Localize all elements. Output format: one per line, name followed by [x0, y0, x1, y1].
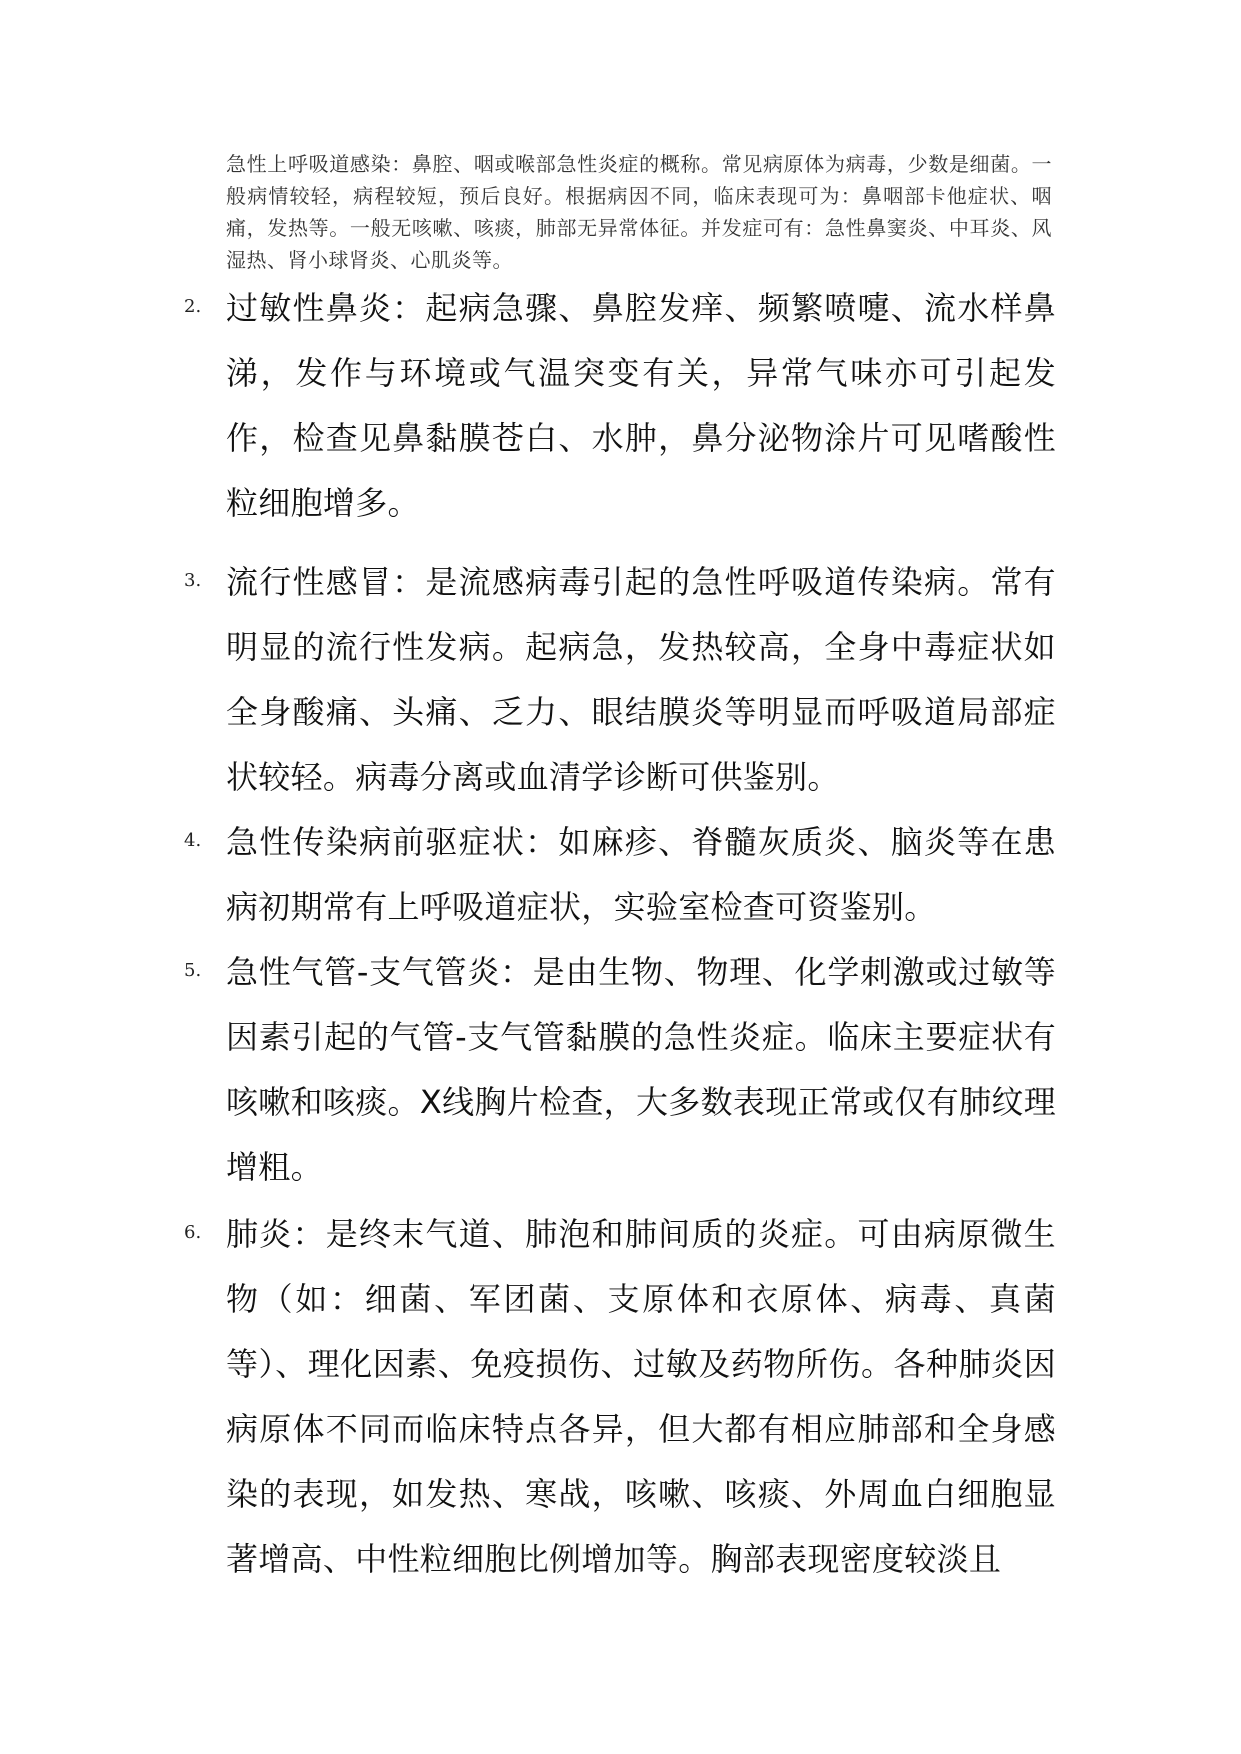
list-item-number: 4.: [184, 830, 202, 851]
list-item-text: 过敏性鼻炎：起病急骤、鼻腔发痒、频繁喷嚏、流水样鼻涕，发作与环境或气温突变有关，异常气味亦可引起发作，检查见鼻黏膜苍白、水肿，鼻分泌物涂片可见嗜酸性粒细胞增多。: [226, 289, 1056, 522]
list-item-text: 肺炎：是终末气道、肺泡和肺间质的炎症。可由病原微生物（如：细菌、军团菌、支原体和衣原体、病毒、真菌等）、理化因素、免疫损伤、过敏及药物所伤。各种肺炎因病原体不同而临床特点各异，但大都有相应肺部和全身感染的表现，如发热、寒战，咳嗽、咳痰、外周血白细胞显著增高、中性粒细胞比例增加等。胸部表现密度较淡且: [226, 1215, 1056, 1578]
list-item-text: 流行性感冒：是流感病毒引起的急性呼吸道传染病。常有明显的流行性发病。起病急，发热较高，全身中毒症状如全身酸痛、头痛、乏力、眼结膜炎等明显而呼吸道局部症状较轻。病毒分离或血清学诊断可供鉴别。: [226, 563, 1056, 796]
list-item-number: 6.: [184, 1222, 202, 1243]
list-item-text: 急性气管-支气管炎：是由生物、物理、化学刺激或过敏等因素引起的气管-支气管黏膜的急性炎症。临床主要症状有咳嗽和咳痰。X线胸片检查，大多数表现正常或仅有肺纹理增粗。: [226, 953, 1056, 1186]
list-item-text: 急性传染病前驱症状：如麻疹、脊髓灰质炎、脑炎等在患病初期常有上呼吸道症状，实验室检查可资鉴别。: [226, 823, 1056, 926]
list-item-number: 2.: [184, 296, 202, 317]
intro-paragraph: 急性上呼吸道感染：鼻腔、咽或喉部急性炎症的概称。常见病原体为病毒，少数是细菌。一般病情较轻，病程较短，预后良好。根据病因不同，临床表现可为：鼻咽部卡他症状、咽痛，发热等。一般无咳嗽、咳痰，肺部无异常体征。并发症可有：急性鼻窦炎、中耳炎、风湿热、肾小球肾炎、心肌炎等。: [226, 152, 1052, 272]
list-item-number: 5.: [184, 960, 202, 981]
list-item-number: 3.: [184, 570, 202, 591]
